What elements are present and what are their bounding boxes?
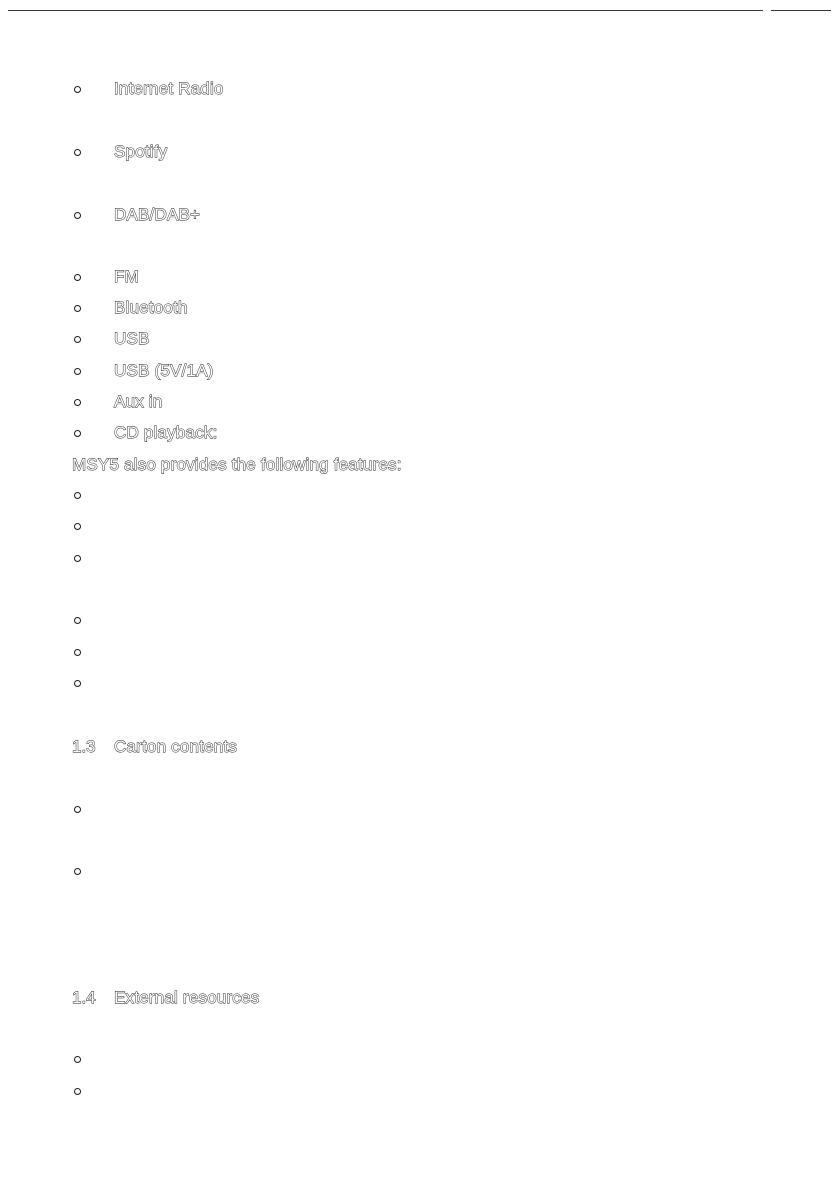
top-rule-right bbox=[771, 10, 831, 11]
bullet-icon bbox=[74, 274, 81, 281]
bullet-icon bbox=[74, 212, 81, 219]
bullet-icon bbox=[74, 680, 81, 687]
section-title-external-resources: External resources bbox=[114, 988, 260, 1007]
bullet-icon bbox=[74, 149, 81, 156]
list-item-bluetooth: Bluetooth bbox=[114, 298, 188, 317]
list-item-cd-playback: CD playback: bbox=[114, 423, 218, 442]
bullet-icon bbox=[74, 806, 81, 813]
top-rule-left bbox=[8, 10, 763, 11]
list-item-dab: DAB/DAB+ bbox=[114, 205, 201, 224]
bullet-icon bbox=[74, 492, 81, 499]
list-item-internet-radio: Internet Radio bbox=[114, 79, 224, 98]
bullet-icon bbox=[74, 523, 81, 530]
list-item-aux-in: Aux in bbox=[114, 392, 163, 411]
section-number-1-4: 1.4 bbox=[72, 988, 96, 1007]
bullet-icon bbox=[74, 368, 81, 375]
list-item-usb: USB bbox=[114, 329, 150, 348]
bullet-icon bbox=[74, 868, 81, 875]
list-item-usb-charge: USB (5V/1A) bbox=[114, 361, 214, 380]
section-title-carton-contents: Carton contents bbox=[114, 737, 238, 756]
bullet-icon bbox=[74, 1056, 81, 1063]
bullet-icon bbox=[74, 305, 81, 312]
section-number-1-3: 1.3 bbox=[72, 737, 96, 756]
bullet-icon bbox=[74, 617, 81, 624]
also-provides-text: MSY5 also provides the following features: bbox=[72, 455, 402, 474]
bullet-icon bbox=[74, 555, 81, 562]
bullet-icon bbox=[74, 430, 81, 437]
list-item-fm: FM bbox=[114, 267, 139, 286]
list-item-spotify: Spotify bbox=[114, 142, 168, 161]
bullet-icon bbox=[74, 86, 81, 93]
bullet-icon bbox=[74, 649, 81, 656]
bullet-icon bbox=[74, 399, 81, 406]
bullet-icon bbox=[74, 1088, 81, 1095]
bullet-icon bbox=[74, 336, 81, 343]
